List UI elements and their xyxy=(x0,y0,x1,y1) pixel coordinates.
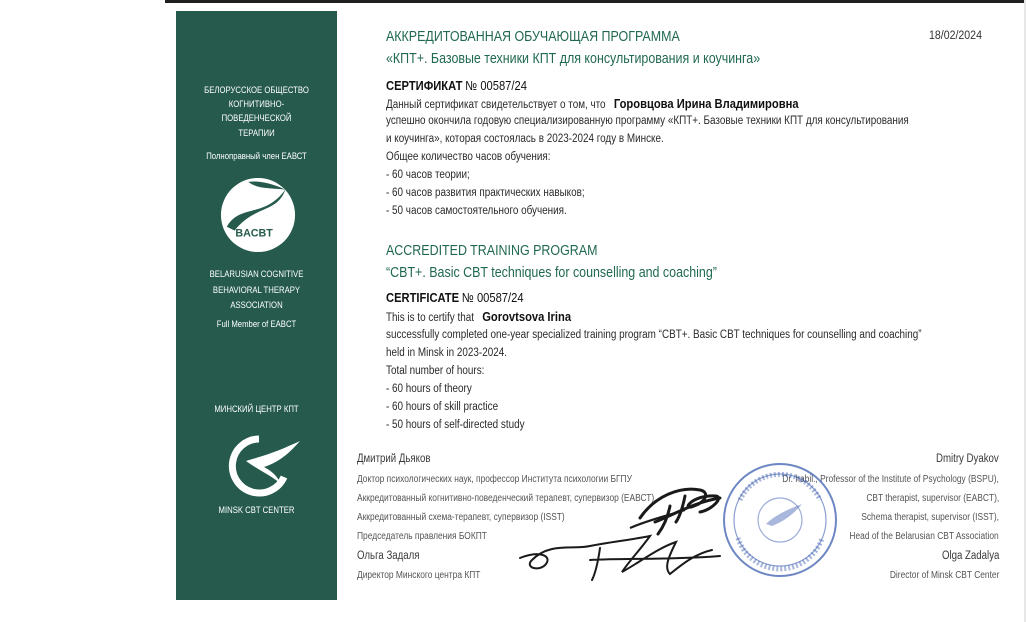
green-sidebar xyxy=(176,11,337,600)
signatory-1-title-en: Dr. habil., Professor of the Institute of Psychology (BSPU), xyxy=(782,474,999,485)
ru-org-line: КОГНИТИВНО- xyxy=(228,99,285,110)
en-program-name: “CBT+. Basic CBT techniques for counselling and coaching” xyxy=(386,264,717,281)
ru-certificate-label: СЕРТИФИКАТ xyxy=(386,78,463,93)
logo-text: BACBT xyxy=(235,227,273,240)
en-member-text: Full Member of EABCT xyxy=(216,319,297,329)
en-organization-name xyxy=(176,267,337,314)
ru-hours-item: - 60 часов развития практических навыков; xyxy=(386,187,585,199)
en-hours-item: - 60 hours of skill practice xyxy=(386,401,499,413)
signatory-1-name-ru: Дмитрий Дьяков xyxy=(357,453,431,465)
signatory-1-title-ru: Доктор психологических наук, профессор Института психологии БГПУ xyxy=(357,474,632,485)
en-hours-item: - 60 hours of theory xyxy=(386,383,472,395)
handwritten-signatures-icon xyxy=(480,476,770,586)
ru-body-line: и коучинга», которая состоялась в 2023-2024 году в Минске. xyxy=(386,133,664,145)
en-org-line: BELARUSIAN COGNITIVE xyxy=(209,269,304,279)
en-body-line: successfully completed one-year specialized training program “CBT+. Basic CBT techniques for counselling and coaching” xyxy=(386,329,922,341)
ru-intro-line xyxy=(386,96,799,114)
signatory-2-name-ru: Ольга Задаля xyxy=(357,550,420,562)
minsk-center-en: MINSK CBT CENTER xyxy=(218,505,295,515)
signatory-2-title-ru: Директор Минского центра КПТ xyxy=(357,570,481,581)
signatory-1-title-en: CBT therapist, supervisor (EABCT), xyxy=(866,493,999,504)
ru-org-line: ТЕРАПИИ xyxy=(238,127,275,138)
ru-organization-name xyxy=(176,83,337,140)
signatory-1-title-ru: Председатель правления БОКПТ xyxy=(357,531,487,542)
en-body-line: held in Minsk in 2023-2024. xyxy=(386,347,507,359)
minsk-center-bird-logo-icon xyxy=(216,431,302,501)
bacbt-logo-icon xyxy=(219,176,297,254)
signatory-2-title-en: Director of Minsk CBT Center xyxy=(889,570,999,581)
ru-body-line: успешно окончила годовую специализированную программу «КПТ+. Базовые техники КПТ для консультирования xyxy=(386,115,909,127)
issue-date: 18/02/2024 xyxy=(929,30,982,42)
en-program-heading: ACCREDITED TRAINING PROGRAM xyxy=(386,242,598,259)
en-certificate-label: CERTIFICATE xyxy=(386,290,460,305)
signatory-2-name-en: Olga Zadalya xyxy=(941,550,999,562)
ru-org-line: БЕЛОРУССКОЕ ОБЩЕСТВО xyxy=(204,85,309,95)
ru-program-name: «КПТ+. Базовые техники КПТ для консультирования и коучинга» xyxy=(386,50,761,67)
signatory-1-title-en: Head of the Belarusian CBT Association xyxy=(849,531,999,542)
ru-hours-item: - 50 часов самостоятельного обучения. xyxy=(386,205,567,217)
signatory-1-title-ru: Аккредитованный схема-терапевт, супервизор (ISST) xyxy=(357,512,565,523)
en-hours-item: - 50 hours of self-directed study xyxy=(386,419,525,431)
en-certificate-line xyxy=(386,290,524,308)
en-hours-heading: Total number of hours: xyxy=(386,365,485,377)
ru-program-heading: АККРЕДИТОВАННАЯ ОБУЧАЮЩАЯ ПРОГРАММА xyxy=(386,28,680,45)
signatory-1-title-en: Schema therapist, supervisor (ISST), xyxy=(861,512,999,523)
en-intro-text: This is to certify that xyxy=(386,312,474,324)
ru-certificate-line xyxy=(386,78,527,96)
ru-hours-item: - 60 часов теории; xyxy=(386,169,470,181)
ru-certificate-number: № 00587/24 xyxy=(465,78,527,93)
signatory-1-name-en: Dmitry Dyakov xyxy=(936,453,999,465)
ru-member-text: Полноправный член ЕАВСТ xyxy=(206,151,307,161)
ru-org-line: ПОВЕДЕНЧЕСКОЙ xyxy=(221,113,292,124)
signatory-1-title-ru: Аккредитованный когнитивно-поведенческий терапевт, супервизор (ЕАВСТ) xyxy=(357,493,655,504)
ru-intro-text: Данный сертификат свидетельствует о том, что xyxy=(386,99,606,111)
ru-hours-heading: Общее количество часов обучения: xyxy=(386,151,551,163)
ru-holder-name: Горовцова Ирина Владимировна xyxy=(613,96,799,111)
en-holder-name: Gorovtsova Irina xyxy=(482,309,572,324)
en-certificate-number: № 00587/24 xyxy=(461,290,524,305)
minsk-center-ru: МИНСКИЙ ЦЕНТР КПТ xyxy=(214,404,299,414)
en-org-line: BEHAVIORAL THERAPY xyxy=(212,284,301,295)
en-org-line: ASSOCIATION xyxy=(230,300,283,311)
en-intro-line xyxy=(386,309,571,327)
